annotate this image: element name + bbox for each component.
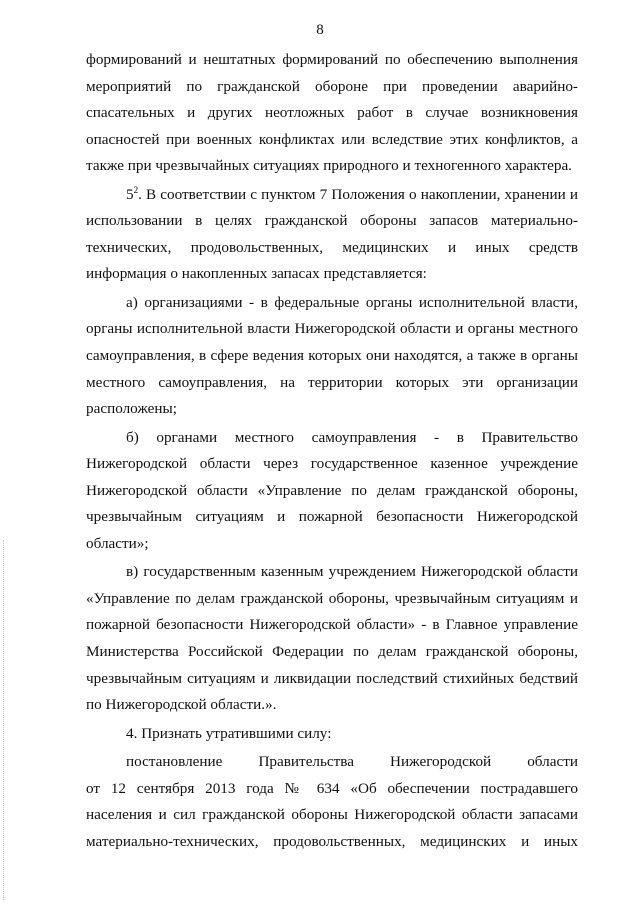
text-line: опасностей при военных конфликтах или вследствие этих конфликтов, а	[86, 130, 578, 148]
text-line: а) организациями - в федеральные органы исполнительной власти,	[126, 293, 578, 311]
text-line: от 12 сентября 2013 года № 634 «Об обеспечении пострадавшего	[86, 779, 578, 797]
text-line: области»;	[86, 534, 149, 552]
paragraph-5-2	[86, 182, 578, 288]
text-line: расположены;	[86, 400, 177, 418]
text-line: по Нижегородской области.».	[86, 696, 277, 714]
list-item-v	[86, 559, 578, 718]
text-line: материально-технических, продовольственных, медицинских и иных	[86, 832, 578, 850]
text-line: мероприятий по гражданской обороне при проведении аварийно-	[86, 77, 578, 95]
document-body	[86, 47, 578, 855]
text-line: также при чрезвычайных ситуациях природного и техногенного характера.	[86, 157, 572, 175]
text-line: населения и сил гражданской обороны Нижегородской области запасами	[86, 806, 578, 824]
margin-scan-marks	[3, 540, 6, 900]
text-line: местного самоуправления, на территории которых эти организации	[86, 373, 578, 391]
text-line: информация о накопленных запасах представляется:	[86, 265, 427, 283]
text-line: б) органами местного самоуправления - в Правительство	[126, 428, 578, 446]
paragraph-continuation	[86, 47, 578, 180]
text-line: чрезвычайным ситуациям и пожарной безопасности Нижегородской	[86, 508, 578, 526]
text-line: технических, продовольственных, медицинских и иных средств	[86, 238, 578, 256]
text-line: самоуправления, в сфере ведения которых они находятся, а также в органы	[86, 347, 578, 365]
text-line: постановление Правительства Нижегородской области	[126, 753, 578, 771]
text-line: 4. Признать утратившими силу:	[126, 724, 332, 742]
text-line: спасательных и других неотложных работ в случае возникновения	[86, 104, 578, 122]
text-line: формирований и нештатных формирований по обеспечению выполнения	[86, 51, 578, 68]
text-line: «Управление по делам гражданской обороны, чрезвычайным ситуациям и	[86, 589, 578, 607]
text-line: использовании в целях гражданской обороны запасов материально-	[86, 212, 578, 230]
page-number: 8	[316, 22, 324, 38]
paragraph-4	[86, 721, 578, 748]
text-line: пожарной безопасности Нижегородской области» - в Главное управление	[86, 616, 578, 634]
text-line	[86, 182, 578, 209]
paragraph-number: 5	[126, 185, 134, 203]
paragraph-number-superscript: 2	[133, 184, 139, 195]
text-line: Нижегородской области «Управление по делам гражданской обороны,	[86, 481, 578, 499]
text-line: в) государственным казенным учреждением Нижегородской области	[126, 563, 578, 581]
text-line: Министерства Российской Федерации по делам гражданской обороны,	[86, 643, 578, 661]
list-item-b	[86, 425, 578, 558]
text-line: органы исполнительной власти Нижегородской области и органы местного	[86, 320, 578, 338]
resolution-reference	[86, 749, 578, 855]
text-line: Нижегородской области через государственное казенное учреждение	[86, 455, 578, 473]
list-item-a	[86, 290, 578, 423]
text-line-rest: . В соответствии с пунктом 7 Положения о накоплении, хранении и	[138, 185, 578, 203]
text-line: чрезвычайным ситуациям и ликвидации последствий стихийных бедствий	[86, 669, 578, 687]
